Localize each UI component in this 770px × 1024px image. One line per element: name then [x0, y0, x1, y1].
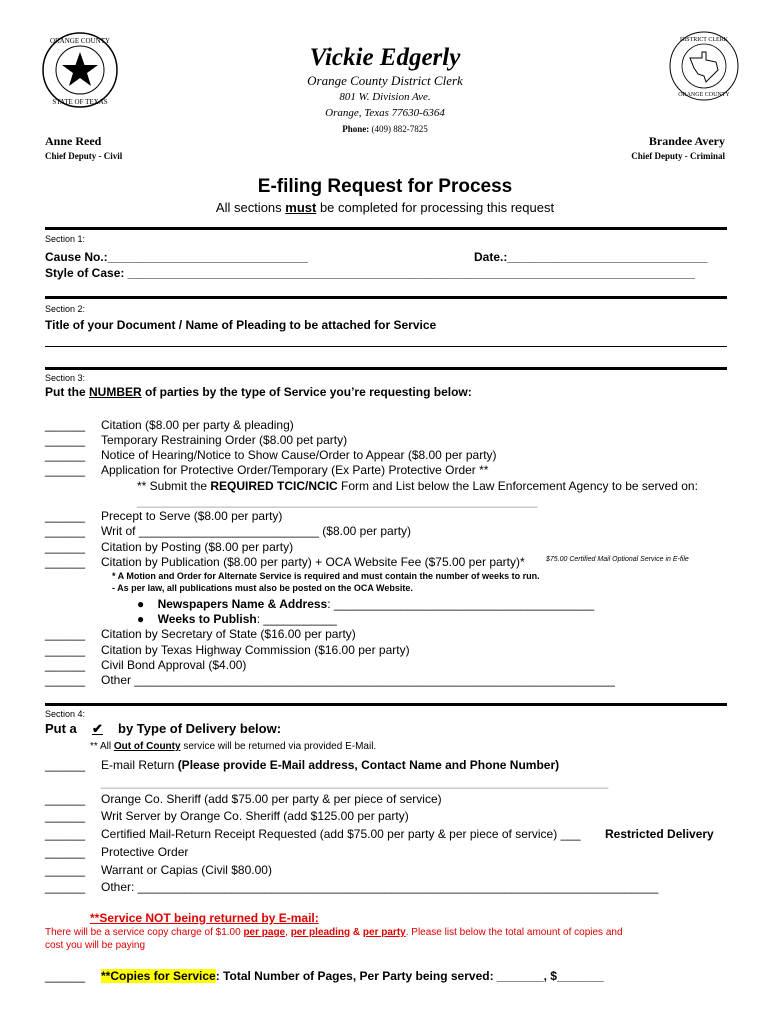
subtitle-text: All sections — [215, 200, 286, 215]
motion-note: * A Motion and Order for Alternate Service is required and must contain the number of weeks to run. — [112, 571, 540, 581]
note-text: ** All — [90, 741, 114, 752]
charge-per-pleading: per pleading — [290, 927, 351, 938]
date-field[interactable]: Date.:______________________________ — [474, 250, 708, 264]
phone-number: (409) 882-7825 — [371, 124, 428, 134]
certified-mail-note: $75.00 Certified Mail Optional Service in E-file — [546, 556, 689, 563]
section3-divider — [45, 367, 727, 370]
charge-per-party: per party — [362, 927, 406, 938]
svg-text:STATE OF TEXAS: STATE OF TEXAS — [52, 98, 108, 106]
service-blank[interactable]: ______ — [45, 433, 86, 447]
delivery-item: Certified Mail-Return Receipt Requested (add $75.00 per party & per piece of service) ___ — [101, 827, 581, 841]
section2-label: Section 2: — [45, 304, 86, 314]
subtitle-must: must — [285, 200, 317, 215]
service-blank[interactable]: ______ — [45, 509, 86, 523]
note-out-of-county: Out of County — [113, 741, 181, 752]
svg-text:ORANGE COUNTY: ORANGE COUNTY — [49, 37, 111, 45]
service-item: Civil Bond Approval ($4.00) — [101, 658, 247, 672]
subtitle-text-end: be completed for processing this request — [316, 200, 555, 215]
address-line-1: 801 W. Division Ave. — [339, 91, 431, 103]
charge-sep: , — [285, 927, 291, 938]
document-title-label: Title of your Document / Name of Pleading to be attached for Service — [45, 318, 437, 332]
email-input-line[interactable]: ____________________________________________________________________________ — [101, 775, 609, 789]
delivery-item: Orange Co. Sheriff (add $75.00 per party & per piece of service) — [101, 792, 442, 806]
section3-heading — [45, 385, 472, 399]
service-item: Notice of Hearing/Notice to Show Cause/Order to Appear ($8.00 per party) — [101, 448, 497, 462]
service-blank[interactable]: ______ — [45, 658, 86, 672]
heading-text-end: by Type of Delivery below: — [114, 721, 282, 736]
heading-text: Put a — [45, 721, 81, 736]
copy-charge-note — [45, 927, 623, 938]
copy-charge-note-line2: cost you will be paying — [45, 940, 146, 951]
section4-heading — [45, 721, 281, 737]
charge-sep: & — [350, 927, 363, 938]
oca-website-note: - As per law, all publications must also be posted on the OCA Website. — [112, 583, 413, 593]
service-blank[interactable]: ______ — [45, 555, 86, 569]
service-blank[interactable]: ______ — [45, 627, 86, 641]
left-deputy-title: Chief Deputy - Civil — [45, 151, 123, 161]
phone-line — [0, 124, 770, 134]
svg-text:ORANGE COUNTY: ORANGE COUNTY — [678, 92, 730, 98]
note-bold: REQUIRED TCIC/NCIC — [210, 479, 338, 493]
delivery-blank[interactable]: ______ — [45, 845, 86, 859]
charge-text-end: . Please list below the total amount of copies and — [405, 927, 623, 938]
clerk-name: Vickie Edgerly — [309, 44, 461, 71]
agency-input-line[interactable]: ____________________________________________________________ — [137, 494, 538, 508]
delivery-item: Warrant or Capias (Civil $80.00) — [101, 863, 272, 877]
heading-text: Put the — [45, 385, 89, 399]
newspaper-bullet — [137, 597, 594, 611]
copies-for-service-line — [101, 969, 604, 983]
clerk-office: Orange County District Clerk — [307, 73, 463, 88]
address-line-2: Orange, Texas 77630-6364 — [325, 107, 445, 119]
bullet-icon: ● — [137, 597, 145, 611]
weeks-input-line[interactable]: : ___________ — [256, 612, 337, 626]
service-item: Precept to Serve ($8.00 per party) — [101, 509, 283, 523]
section2-divider — [45, 296, 727, 299]
service-item-other: Other ________________________________________________________________________ — [101, 673, 615, 687]
newspaper-input-line[interactable]: : _______________________________________ — [327, 597, 595, 611]
delivery-item-other: Other: ______________________________________________________________________________ — [101, 880, 659, 894]
section1-divider — [45, 227, 727, 230]
email-return-label: E-mail Return — [101, 758, 178, 772]
service-item: Temporary Restraining Order ($8.00 pet party) — [101, 433, 348, 447]
service-item: Citation by Posting ($8.00 per party) — [101, 540, 294, 554]
section4-divider — [45, 703, 727, 706]
email-return-item — [101, 758, 559, 772]
delivery-blank[interactable]: ______ — [45, 758, 86, 772]
service-item: Citation by Texas Highway Commission ($16.00 per party) — [101, 643, 410, 657]
delivery-blank[interactable]: ______ — [45, 792, 86, 806]
delivery-blank[interactable]: ______ — [45, 809, 86, 823]
note-text: ** Submit the — [137, 479, 211, 493]
charge-text: There will be a service copy charge of $1.00 — [45, 927, 244, 938]
bullet-icon: ● — [137, 612, 145, 626]
service-blank[interactable]: ______ — [45, 673, 86, 687]
delivery-item: Protective Order — [101, 845, 189, 859]
checkmark-icon: ✔ — [91, 721, 103, 736]
svg-text:DISTRICT CLERK: DISTRICT CLERK — [679, 37, 729, 43]
delivery-item: Writ Server by Orange Co. Sheriff (add $125.00 per party) — [101, 809, 409, 823]
form-title: E-filing Request for Process — [257, 176, 513, 197]
delivery-blank[interactable]: ______ — [45, 827, 86, 841]
service-blank[interactable]: ______ — [45, 463, 86, 477]
heading-text-end: of parties by the type of Service you’re requesting below: — [141, 385, 472, 399]
style-of-case-field[interactable]: Style of Case: _____________________________________________________________________________________ — [45, 266, 695, 280]
right-deputy-title: Chief Deputy - Criminal — [631, 151, 725, 161]
service-blank[interactable]: ______ — [45, 540, 86, 554]
service-item: Citation ($8.00 per party & pleading) — [101, 418, 294, 432]
service-blank[interactable]: ______ — [45, 448, 86, 462]
note-text-end: Form and List below the Law Enforcement Agency to be served on: — [337, 479, 698, 493]
left-deputy-name: Anne Reed — [45, 134, 102, 148]
service-item: Citation by Publication ($8.00 per party) + OCA Website Fee ($75.00 per party)* — [101, 555, 525, 569]
restricted-delivery-label: Restricted Delivery — [605, 827, 714, 841]
weeks-bullet — [137, 612, 337, 626]
copies-blank[interactable]: ______ — [45, 969, 86, 983]
newspaper-label: Newspapers Name & Address — [157, 597, 328, 611]
service-blank[interactable]: ______ — [45, 524, 86, 538]
form-subtitle — [0, 200, 770, 215]
copies-text: : Total Number of Pages, Per Party being served: _______, $_______ — [215, 969, 604, 983]
charge-per-page: per page — [243, 927, 286, 938]
service-item: Application for Protective Order/Temporary (Ex Parte) Protective Order ** — [101, 463, 489, 477]
heading-number: NUMBER — [89, 385, 142, 399]
right-deputy-name: Brandee Avery — [648, 134, 725, 148]
delivery-blank[interactable]: ______ — [45, 863, 86, 877]
section3-label: Section 3: — [45, 373, 86, 383]
service-blank[interactable]: ______ — [45, 418, 86, 432]
service-item: Writ of ___________________________ ($8.00 per party) — [101, 524, 412, 538]
service-item: Citation by Secretary of State ($16.00 per party) — [101, 627, 356, 641]
note-text-end: service will be returned via provided E-Mail. — [180, 741, 377, 752]
phone-label: Phone: — [342, 124, 370, 134]
document-title-input-line[interactable] — [45, 346, 727, 347]
tcic-ncic-note — [137, 479, 698, 493]
weeks-label: Weeks to Publish — [157, 612, 257, 626]
out-of-county-note — [90, 741, 376, 752]
section4-label: Section 4: — [45, 709, 86, 719]
not-returned-heading: **Service NOT being returned by E-mail: — [90, 911, 319, 925]
section1-label: Section 1: — [45, 234, 86, 244]
cause-number-field[interactable]: Cause No.:______________________________ — [45, 250, 308, 264]
service-blank[interactable]: ______ — [45, 643, 86, 657]
email-return-instructions: (Please provide E-Mail address, Contact Name and Phone Number) — [177, 758, 560, 772]
copies-highlight: **Copies for Service — [101, 969, 216, 983]
delivery-blank[interactable]: ______ — [45, 880, 86, 894]
